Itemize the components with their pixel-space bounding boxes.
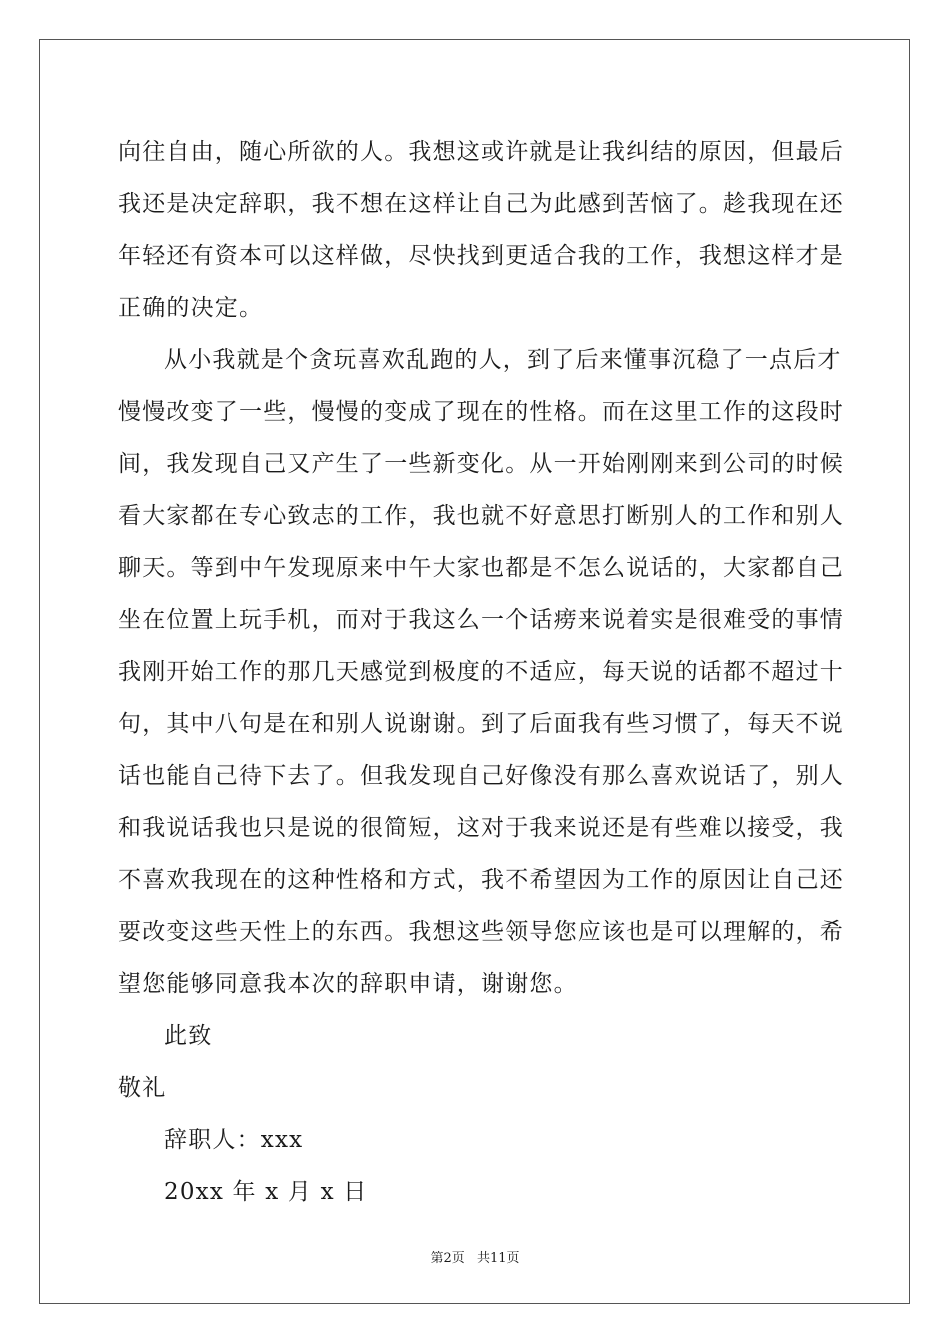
paragraph-line: 句，其中八句是在和别人说谢谢。到了后面我有些习惯了，每天不说: [118, 711, 844, 737]
paragraph-line: 话也能自己待下去了。但我发现自己好像没有那么喜欢说话了，别人: [118, 763, 844, 789]
paragraph-line: 慢慢改变了一些，慢慢的变成了现在的性格。而在这里工作的这段时: [118, 399, 844, 425]
paragraph-line: 聊天。等到中午发现原来中午大家也都是不怎么说话的，大家都自己: [118, 555, 844, 581]
paragraph-line: 从小我就是个贪玩喜欢乱跑的人，到了后来懂事沉稳了一点后才: [164, 347, 842, 373]
paragraph-line: 间，我发现自己又产生了一些新变化。从一开始刚刚来到公司的时候: [118, 451, 844, 477]
paragraph-line: 向往自由，随心所欲的人。我想这或许就是让我纠结的原因，但最后: [118, 139, 844, 165]
signature-line: 辞职人：xxx: [164, 1127, 304, 1153]
closing-phrase: 此致: [164, 1023, 213, 1049]
paragraph-line: 我刚开始工作的那几天感觉到极度的不适应，每天说的话都不超过十: [118, 659, 844, 685]
paragraph-line: 正确的决定。: [118, 295, 264, 321]
paragraph-line: 年轻还有资本可以这样做，尽快找到更适合我的工作，我想这样才是: [118, 243, 844, 269]
date-line: 20xx 年 x 月 x 日: [164, 1179, 368, 1205]
paragraph-line: 望您能够同意我本次的辞职申请，谢谢您。: [118, 971, 578, 997]
paragraph-line: 坐在位置上玩手机，而对于我这么一个话痨来说着实是很难受的事情: [118, 607, 844, 633]
paragraph-line: 看大家都在专心致志的工作，我也就不好意思打断别人的工作和别人: [118, 503, 844, 529]
paragraph-line: 要改变这些天性上的东西。我想这些领导您应该也是可以理解的，希: [118, 919, 844, 945]
letter-body: [118, 126, 844, 1218]
page-footer: [0, 1247, 950, 1266]
salutation: 敬礼: [118, 1075, 167, 1101]
paragraph-line: 不喜欢我现在的这种性格和方式，我不希望因为工作的原因让自己还: [118, 867, 844, 893]
page-total: 共11页: [476, 1251, 520, 1266]
paragraph-line: 我还是决定辞职，我不想在这样让自己为此感到苦恼了。趁我现在还: [118, 191, 844, 217]
paragraph-line: 和我说话我也只是说的很简短，这对于我来说还是有些难以接受，我: [118, 815, 844, 841]
page-number: 第2页: [430, 1251, 465, 1266]
